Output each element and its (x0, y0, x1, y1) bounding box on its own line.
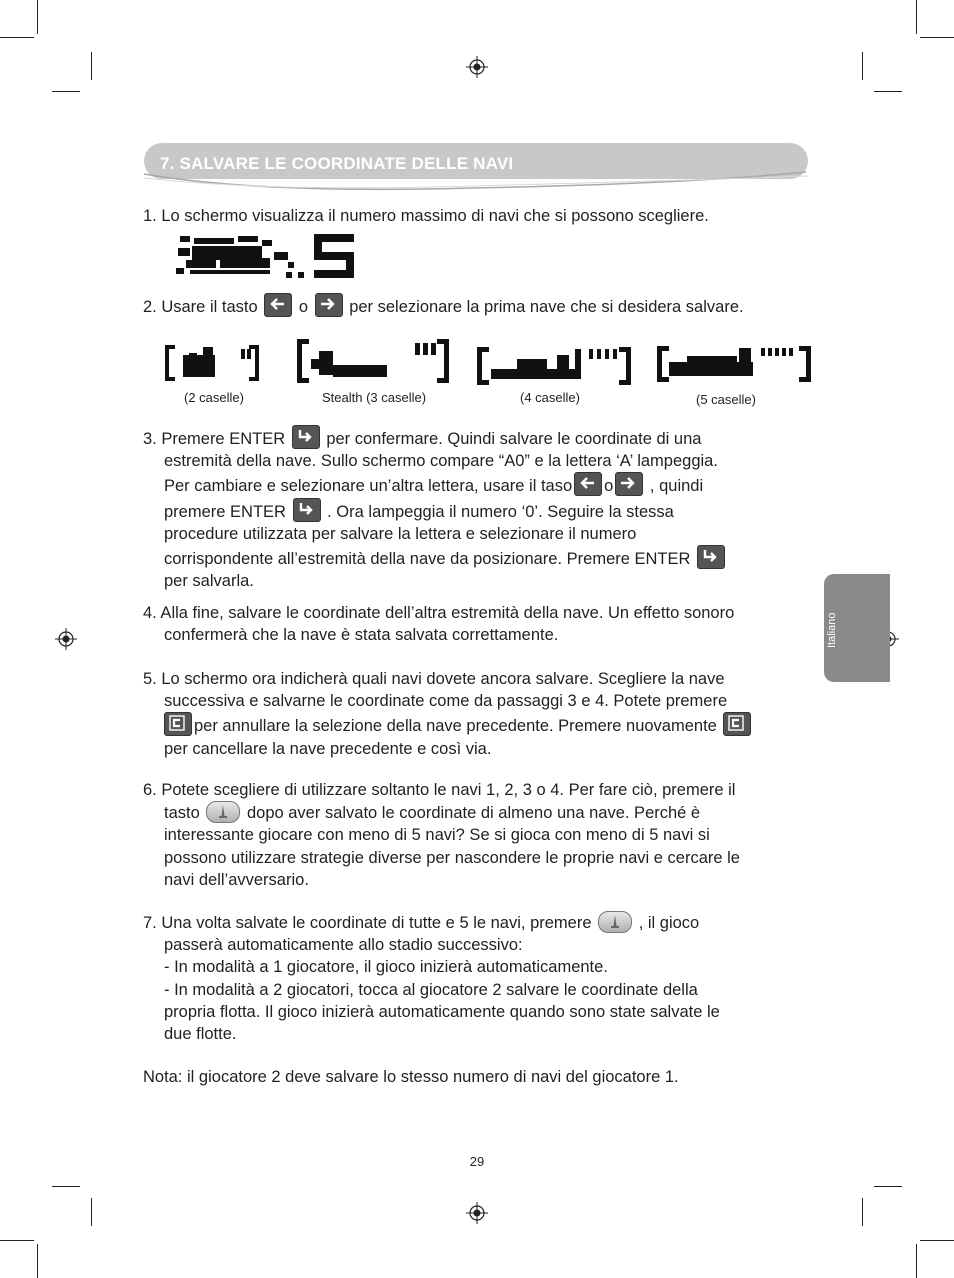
crop-mark (874, 91, 902, 92)
crop-mark (874, 1186, 902, 1187)
crop-mark (91, 1198, 92, 1226)
crop-mark (916, 0, 917, 34)
c-key-icon (723, 712, 751, 736)
crop-mark (916, 1244, 917, 1278)
right-arrow-key-icon (615, 472, 643, 496)
c-key-icon (164, 712, 192, 736)
left-arrow-key-icon (574, 472, 602, 496)
registration-mark-icon (466, 56, 488, 78)
start-button-icon (598, 911, 632, 933)
ship-caption: (4 caselle) (520, 390, 580, 405)
crop-mark (52, 1186, 80, 1187)
step-1: 1. Lo schermo visualizza il numero massimo di navi che si possono scegliere. (143, 207, 709, 225)
registration-mark-icon (466, 1202, 488, 1224)
crop-mark (862, 52, 863, 80)
enter-key-icon (292, 425, 320, 449)
step-3: 3. Premere ENTER per confermare. Quindi salvare le coordinate di una estremità della nave. Sullo schermo compare “A0” e la lettera ‘A’ lampeggia. Per cambiare e selezionare un’altra lettera, usare il taso o , quindi premere ENTER . Ora lampeggia il numero ‘0’. Seguire la stessa procedure utilizzata per salvare la lettera e selezionare il numero corrispondente all’estremità della nave da posizionare. Premere ENTER per salvarla. (143, 425, 815, 592)
crop-mark (91, 52, 92, 80)
ship-4-cells-lcd (477, 345, 631, 387)
crop-mark (920, 1240, 954, 1241)
step-5: 5. Lo schermo ora indicherà quali navi dovete ancora salvare. Scegliere la nave successiva e salvarne le coordinate come da passaggi 3 e 4. Potete premere per annullare la selezione della nave precedente. Premere nuovamente per cancellare la nave precedente e così via. (143, 668, 815, 760)
crop-mark (37, 0, 38, 34)
ship-caption: (2 caselle) (184, 390, 244, 405)
crop-mark (0, 37, 34, 38)
crop-mark (920, 37, 954, 38)
language-tab-label: Italiano (826, 612, 838, 648)
crop-mark (52, 91, 80, 92)
lcd-max-ships-display (176, 232, 358, 280)
crop-mark (37, 1244, 38, 1278)
crop-mark (0, 1240, 34, 1241)
ship-caption: Stealth (3 caselle) (322, 390, 427, 405)
step-7: 7. Una volta salvate le coordinate di tutte e 5 le navi, premere , il gioco passerà automaticamente allo stadio successivo: - In modalità a 1 giocatore, il gioco inizierà automaticamente. - In modalità a 2 giocatori, tocca al giocatore 2 salvare le coordinate della propria flotta. Il gioco inizierà automaticamente quando sono state salvate le due flotte. (143, 911, 815, 1045)
enter-key-icon (293, 498, 321, 522)
start-button-icon (206, 801, 240, 823)
left-arrow-key-icon (264, 293, 292, 317)
step-6: 6. Potete scegliere di utilizzare soltanto le navi 1, 2, 3 o 4. Per fare ciò, premere il tasto dopo aver salvato le coordinate di almeno una nave. Perché è interessante giocare con meno di 5 navi? Se si gioca con meno di 5 navi si possono utilizzare strategie diverse per nascondere le proprie navi e cercare le navi dell’avversario. (143, 781, 740, 889)
ship-2-cells-lcd (165, 343, 259, 383)
ship-5-cells-lcd (657, 344, 811, 384)
enter-key-icon (697, 545, 725, 569)
registration-mark-icon (55, 628, 77, 650)
ship-caption: (5 caselle) (696, 392, 756, 407)
section-title: 7. SALVARE LE COORDINATE DELLE NAVI (160, 154, 514, 173)
step-4: 4. Alla fine, salvare le coordinate dell’altra estremità della nave. Un effetto sonoro confermerà che la nave è stata salvata correttamente. (143, 604, 735, 645)
ship-stealth-3-cells-lcd (297, 337, 449, 385)
crop-mark (862, 1198, 863, 1226)
page-number: 29 (469, 1154, 485, 1169)
right-arrow-key-icon (315, 293, 343, 317)
step-2: 2. Usare il tasto o per selezionare la prima nave che si desidera salvare. (143, 293, 815, 318)
note: Nota: il giocatore 2 deve salvare lo stesso numero di navi del giocatore 1. (143, 1068, 679, 1086)
